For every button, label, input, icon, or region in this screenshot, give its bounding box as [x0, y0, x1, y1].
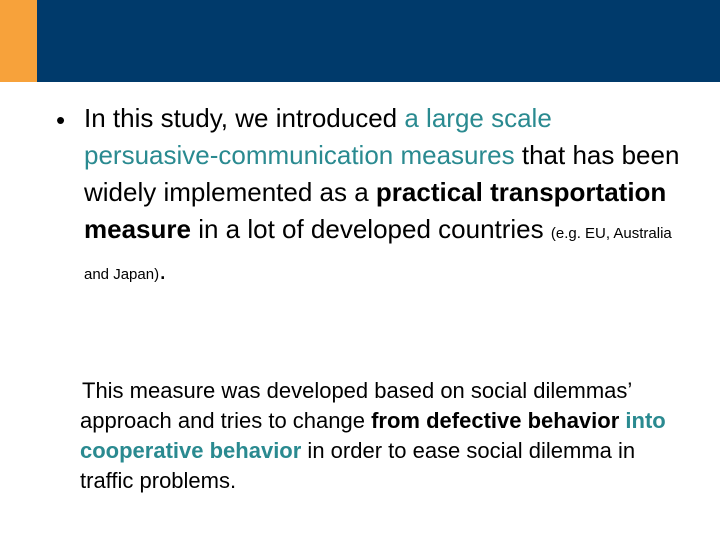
header-band	[0, 0, 720, 82]
bullet-text-mid: that has been widely implemented as a	[84, 140, 680, 207]
body-paragraph	[80, 376, 690, 496]
para-text-end: in order to ease social dilemma in traffic problems.	[80, 438, 636, 493]
bullet-point	[56, 100, 686, 293]
bold-defective-behavior: from defective behavior	[371, 408, 620, 433]
bullet-text	[84, 100, 686, 293]
bullet-dot: •	[56, 105, 66, 135]
bold-practical-measure: practical transportation measure	[84, 177, 667, 244]
highlight-measure: a large scale persuasive-communication measures	[84, 103, 552, 170]
bullet-text-intro: In this study, we introduced	[84, 103, 405, 133]
bullet-text-end: in a lot of developed countries	[190, 214, 551, 244]
bullet-period: .	[159, 255, 167, 285]
para-text-intro: This measure was developed based on social dilemmas’ approach and tries to change	[80, 378, 632, 433]
header-accent-bar	[0, 0, 37, 82]
highlight-cooperative-behavior: into cooperative behavior	[80, 408, 666, 463]
examples-small-text: (e.g. EU, Australia and Japan)	[84, 225, 672, 283]
